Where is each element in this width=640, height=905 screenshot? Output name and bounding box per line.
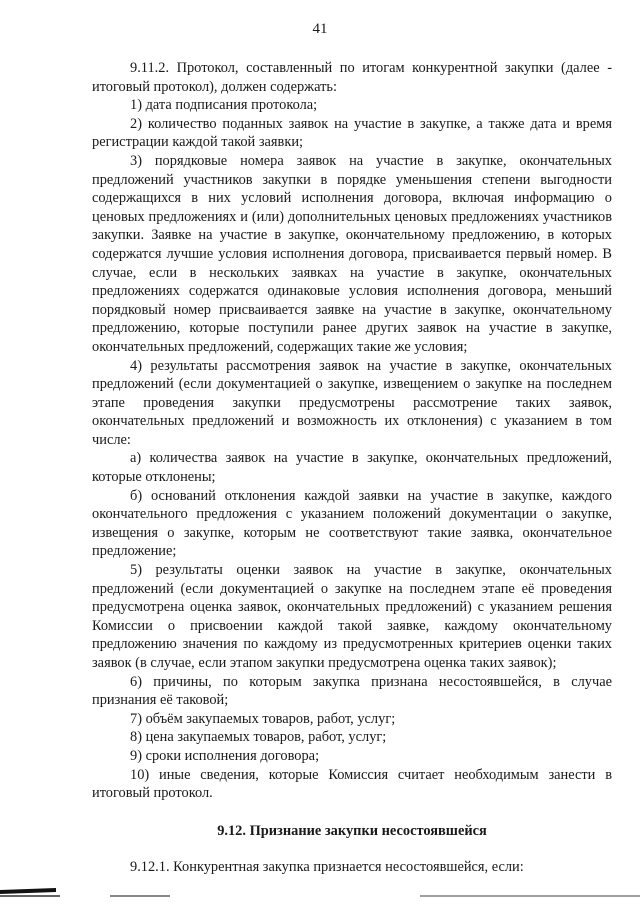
scan-artifact-line — [0, 895, 640, 897]
list-item-8: 8) цена закупаемых товаров, работ, услуг; — [130, 729, 387, 746]
list-item-7: 7) объём закупаемых товаров, работ, услуг; — [130, 710, 396, 727]
list-item-3: 3) порядковые номера заявок на участие в закупке, окончательных предложений участников закупки в порядке уменьшения степени выгодности содержащихся в них условий исполнения договора, включая информацию о ценовых предложениях и (или) дополнительных ценовых предложениях участников закупки. Заявке на участие в закупке, окончательному предложению, в которых содержатся лучшие условия исполнения договора, присваивается первый номер. В случае, если в нескольких заявках на участие в закупке, окончательных предложениях содержатся одинаковые условия исполнения договора, меньший порядковый номер присваивается заявке на участие в закупке, окончательному предложению, которые поступили ранее других заявок на участие в закупке, окончательных предложений, содержащих такие же условия; — [92, 152, 612, 355]
section-heading: 9.12. Признание закупки несостоявшейся — [217, 822, 487, 839]
page-number: 41 — [312, 21, 328, 37]
document-body — [92, 59, 612, 877]
paragraph-9-12-1: 9.12.1. Конкурентная закупка признается несостоявшейся, если: — [130, 859, 524, 876]
list-item-2: 2) количество поданных заявок на участие в закупке, а также дата и время регистрации каждой такой заявки; — [92, 115, 612, 151]
list-item-4a: а) количества заявок на участие в закупке, окончательных предложений, которые отклонены; — [92, 450, 612, 486]
list-item-10: 10) иные сведения, которые Комиссия считает необходимым занести в итоговый протокол. — [92, 766, 612, 802]
paragraph-9-11-2: 9.11.2. Протокол, составленный по итогам конкурентной закупки (далее - итоговый протокол), должен содержать: — [92, 60, 612, 95]
list-item-6: 6) причины, по которым закупка признана несостоявшейся, в случае признания её таковой; — [92, 673, 612, 709]
list-item-4: 4) результаты рассмотрения заявок на участие в закупке, окончательных предложений (если документацией о закупке, извещением о закупке на последнем этапе проведения закупки предусмотрены рассмотрение таких заявок, окончательных предложений и возможность их отклонения) с указанием в том числе: — [92, 357, 612, 448]
list-item-9: 9) сроки исполнения договора; — [130, 747, 320, 764]
list-item-1: 1) дата подписания протокола; — [130, 97, 318, 114]
list-item-4b: б) оснований отклонения каждой заявки на участие в закупке, каждого окончательного предложения с указанием положений документации о закупке, извещения о закупке, которым не соответствуют такие заявка, окончательное предложение; — [92, 487, 612, 560]
scan-artifact-mark — [0, 888, 56, 894]
list-item-5: 5) результаты оценки заявок на участие в закупке, окончательных предложений (если документацией о закупке на последнем этапе её проведения предусмотрена оценка заявок, окончательных предложений) с указанием решения Комиссии о присвоении каждой такой заявке, каждому окончательному предложению значения по каждому из предусмотренных критериев оценки таких заявок (в случае, если этапом закупки предусмотрена оценка таких заявок); — [92, 562, 612, 671]
